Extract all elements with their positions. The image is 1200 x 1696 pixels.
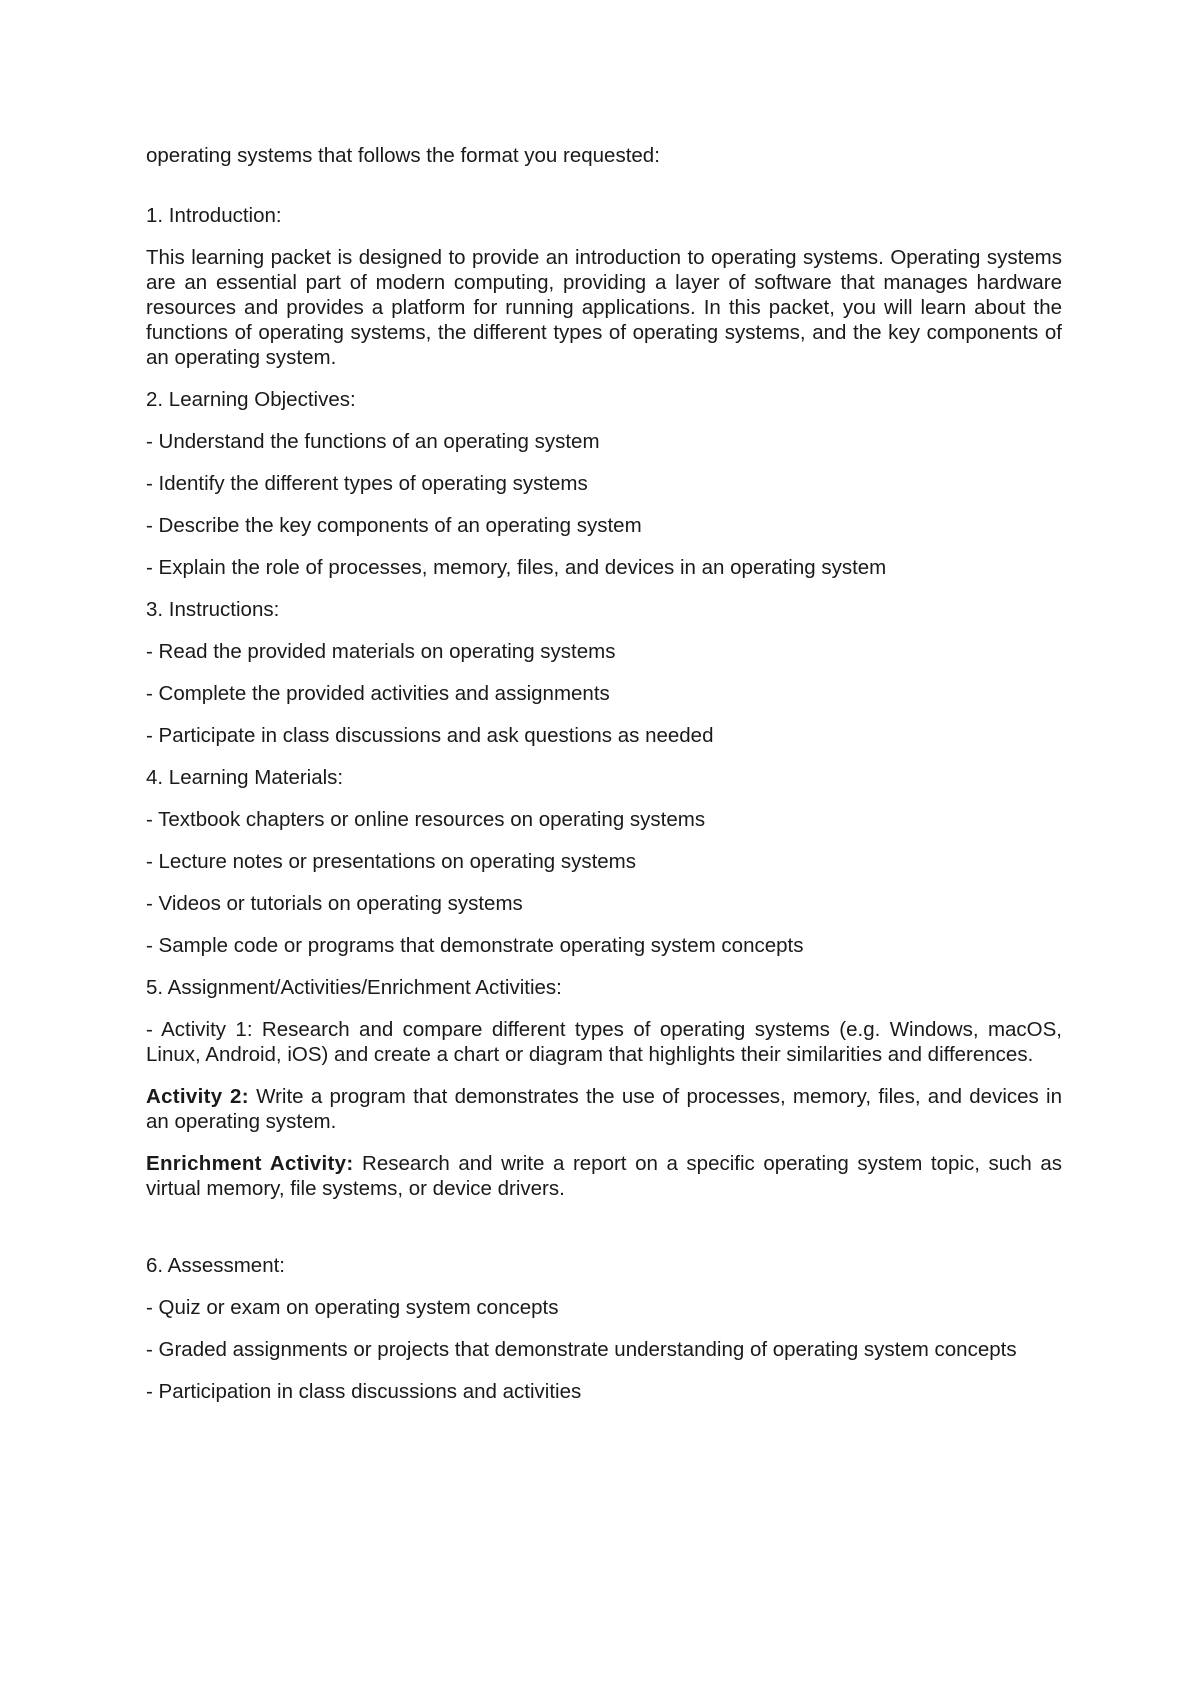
material-item: - Lecture notes or presentations on operating systems <box>146 850 636 873</box>
assessment-item: - Quiz or exam on operating system concepts <box>146 1296 559 1319</box>
enrichment-activity-paragraph <box>146 1151 1062 1201</box>
section-heading-activities: 5. Assignment/Activities/Enrichment Activities: <box>146 976 562 999</box>
objective-item: - Describe the key components of an operating system <box>146 514 642 537</box>
intro-line: operating systems that follows the format you requested: <box>146 144 660 167</box>
assessment-item: - Graded assignments or projects that demonstrate understanding of operating system concepts <box>146 1338 1017 1361</box>
material-item: - Textbook chapters or online resources on operating systems <box>146 808 706 831</box>
section-heading-instructions: 3. Instructions: <box>146 598 280 621</box>
introduction-paragraph: This learning packet is designed to provide an introduction to operating systems. Operating systems are an essential part of modern computing, providing a layer of software that manages hardware resources and provides a platform for running applications. In this packet, you will learn about the functions of operating systems, the different types of operating systems, and the key components of an operating system. <box>146 246 1062 369</box>
enrichment-activity-label: Enrichment Activity: <box>146 1152 354 1175</box>
activity-2-label: Activity 2: <box>146 1085 249 1108</box>
assessment-item: - Participation in class discussions and activities <box>146 1380 582 1403</box>
activity-2-paragraph <box>146 1084 1062 1134</box>
document-page <box>146 143 1062 1421</box>
objective-item: - Explain the role of processes, memory, files, and devices in an operating system <box>146 556 887 579</box>
activity-1-paragraph: - Activity 1: Research and compare different types of operating systems (e.g. Windows, macOS, Linux, Android, iOS) and create a chart or diagram that highlights their similarities and differences. <box>146 1018 1062 1066</box>
section-heading-materials: 4. Learning Materials: <box>146 766 344 789</box>
instruction-item: - Read the provided materials on operating systems <box>146 640 616 663</box>
material-item: - Sample code or programs that demonstrate operating system concepts <box>146 934 804 957</box>
section-heading-introduction: 1. Introduction: <box>146 204 282 227</box>
material-item: - Videos or tutorials on operating systems <box>146 892 523 915</box>
objective-item: - Identify the different types of operating systems <box>146 472 588 495</box>
activity-2-text: Write a program that demonstrates the use of processes, memory, files, and devices in an operating system. <box>146 1085 1063 1133</box>
enrichment-activity-text: Research and write a report on a specific operating system topic, such as virtual memory, file systems, or device drivers. <box>146 1152 1062 1200</box>
instruction-item: - Complete the provided activities and assignments <box>146 682 610 705</box>
section-heading-assessment: 6. Assessment: <box>146 1254 286 1277</box>
objective-item: - Understand the functions of an operating system <box>146 430 600 453</box>
instruction-item: - Participate in class discussions and ask questions as needed <box>146 724 714 747</box>
section-heading-objectives: 2. Learning Objectives: <box>146 388 356 411</box>
